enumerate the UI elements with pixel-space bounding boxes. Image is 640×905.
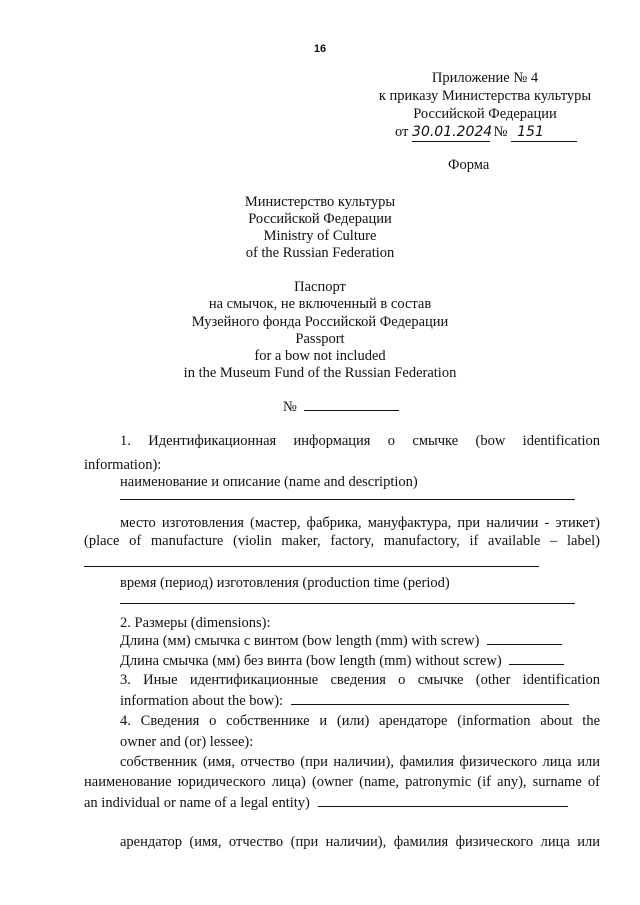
form-label: Форма [448, 157, 490, 173]
section-2-heading: 2. Размеры (dimensions): [120, 615, 271, 631]
owner-line-3 [84, 794, 568, 812]
ministry-en-1: Ministry of Culture [263, 228, 377, 244]
title-en-1: Passport [295, 331, 345, 347]
section-3-blank [291, 692, 569, 705]
appendix-order: к приказу Министерства культуры [378, 88, 592, 104]
order-number-value: 151 [511, 123, 577, 142]
owner-label-2: наименование юридического лица) (owner (name, patronymic (if any), surname of [84, 774, 600, 790]
place-label-2: (place of manufacture (violin maker, factory, manufactory, if available – label) [84, 533, 600, 549]
owner-label-3: an individual or name of a legal entity) [84, 795, 310, 811]
ministry-en-2: of the Russian Federation [245, 245, 395, 261]
place-label-1: место изготовления (мастер, фабрика, мануфактура, при наличии - этикет) [120, 515, 600, 531]
appendix-title: Приложение № 4 [431, 70, 539, 86]
page-number: 16 [313, 43, 327, 55]
section-1-text: Идентификационная информация о смычке (bow identification [148, 433, 600, 449]
section-3-continuation-line [120, 692, 569, 710]
section-1-continuation: information): [84, 457, 162, 473]
name-description-label: наименование и описание (name and description) [120, 474, 418, 490]
section-3-continuation: information about the bow): [120, 693, 284, 709]
length-with-screw-blank [487, 632, 562, 645]
length-without-screw-blank [509, 652, 564, 665]
section-1-heading [120, 432, 600, 450]
production-time-blank [120, 603, 575, 604]
section-4-text: Сведения о собственнике и (или) арендаторе (information about the [140, 713, 600, 729]
length-without-screw-line [120, 652, 564, 670]
ministry-ru-1: Министерство культуры [244, 194, 396, 210]
length-with-screw-line [120, 632, 562, 650]
appendix-date-line [395, 123, 577, 142]
appendix-ministry: Российской Федерации [413, 106, 557, 122]
lessee-label-1: арендатор (имя, отчество (при наличии), фамилия физического лица или [120, 834, 600, 850]
number-prefix: № [493, 124, 508, 140]
title-en-2: for a bow not included [254, 348, 386, 364]
passport-number-blank [304, 398, 399, 411]
title-ru-1: Паспорт [294, 279, 346, 295]
length-without-screw-label: Длина смычка (мм) без винта (bow length (mm) without screw) [120, 653, 502, 669]
date-value: 30.01.2024 [412, 124, 493, 140]
owner-label-1: собственник (имя, отчество (при наличии), фамилия физического лица или [120, 754, 600, 770]
section-3-heading: 3. Иные идентификационные сведения о смычке (other identification [120, 672, 600, 688]
ministry-ru-2: Российской Федерации [248, 211, 392, 227]
section-4-number: 4. [120, 713, 131, 729]
name-description-blank [120, 499, 575, 500]
production-time-label: время (период) изготовления (production time (period) [120, 575, 450, 591]
place-blank [84, 566, 539, 567]
date-prefix: от [395, 124, 409, 140]
owner-blank [318, 794, 568, 807]
title-ru-3: Музейного фонда Российской Федерации [191, 314, 449, 330]
title-en-3: in the Museum Fund of the Russian Federation [183, 365, 457, 381]
section-1-number: 1. [120, 433, 131, 449]
passport-number-label: № [283, 399, 297, 415]
section-4-heading [120, 712, 600, 730]
passport-number-line [283, 398, 399, 416]
title-ru-2: на смычок, не включенный в состав [208, 296, 432, 312]
section-4-continuation: owner and (or) lessee): [120, 734, 254, 750]
length-with-screw-label: Длина (мм) смычка с винтом (bow length (mm) with screw) [120, 633, 480, 649]
